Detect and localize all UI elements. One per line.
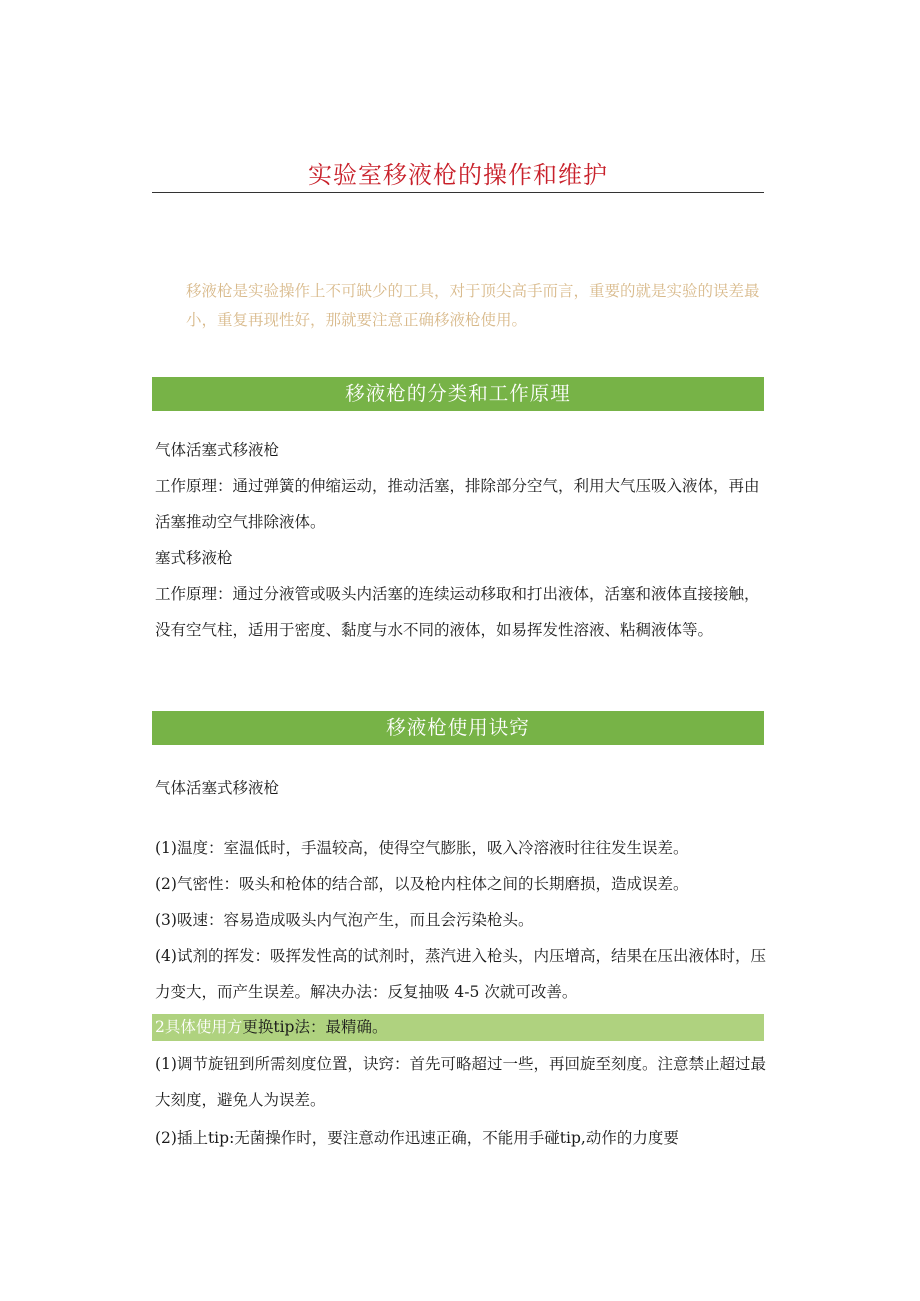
section-heading-classification: 移液枪的分类和工作原理 — [152, 377, 764, 411]
list-item-suction-speed: (3)吸速：容易造成吸头内气泡产生，而且会污染枪头。 — [155, 911, 534, 929]
paragraph-air-piston-principle: 工作原理：通过弹簧的伸缩运动，推动活塞，排除部分空气，利用大气压吸入液体，再由活塞推动空气排除液体。 — [155, 477, 760, 531]
section-heading-tips: 移液枪使用诀窍 — [152, 711, 764, 745]
list-item-volatility: (4)试剂的挥发：吸挥发性高的试剂时，蒸汽进入枪头，内压增高，结果在压出液体时，压力变大，而产生误差。解决办法：反复抽吸 4-5 次就可改善。 — [155, 947, 766, 1001]
highlight-text: 更换tip法：最精确。 — [242, 1018, 388, 1036]
list-item-adjust-knob: (1)调节旋钮到所需刻度位置，诀窍：首先可略超过一些，再回旋至刻度。注意禁止超过最大刻度，避免人为误差。 — [155, 1055, 766, 1109]
list-item-airtightness: (2)气密性：吸头和枪体的结合部，以及枪内柱体之间的长期磨损，造成误差。 — [155, 875, 689, 893]
subheading-plunger: 塞式移液枪 — [155, 549, 233, 567]
highlight-prefix: 2具体使用方 — [155, 1018, 243, 1036]
highlight-usage-method — [152, 1014, 764, 1041]
title-underline — [152, 192, 764, 193]
paragraph-plunger-principle: 工作原理：通过分液管或吸头内活塞的连续运动移取和打出液体，活塞和液体直接接触，没有空气柱，适用于密度、黏度与水不同的液体，如易挥发性溶液、粘稠液体等。 — [155, 585, 760, 639]
subheading-air-piston-tips: 气体活塞式移液枪 — [155, 779, 280, 797]
document-title: 实验室移液枪的操作和维护 — [308, 161, 608, 189]
list-item-temperature: (1)温度：室温低时，手温较高，使得空气膨胀，吸入冷溶液时往往发生误差。 — [155, 839, 689, 857]
intro-paragraph: 移液枪是实验操作上不可缺少的工具，对于顶尖高手而言，重要的就是实验的误差最小，重复再现性好，那就要注意正确移液枪使用。 — [186, 282, 760, 329]
subheading-air-piston: 气体活塞式移液枪 — [155, 441, 280, 459]
list-item-insert-tip: (2)插上tip:无菌操作时，要注意动作迅速正确，不能用手碰tip,动作的力度要 — [155, 1129, 679, 1147]
